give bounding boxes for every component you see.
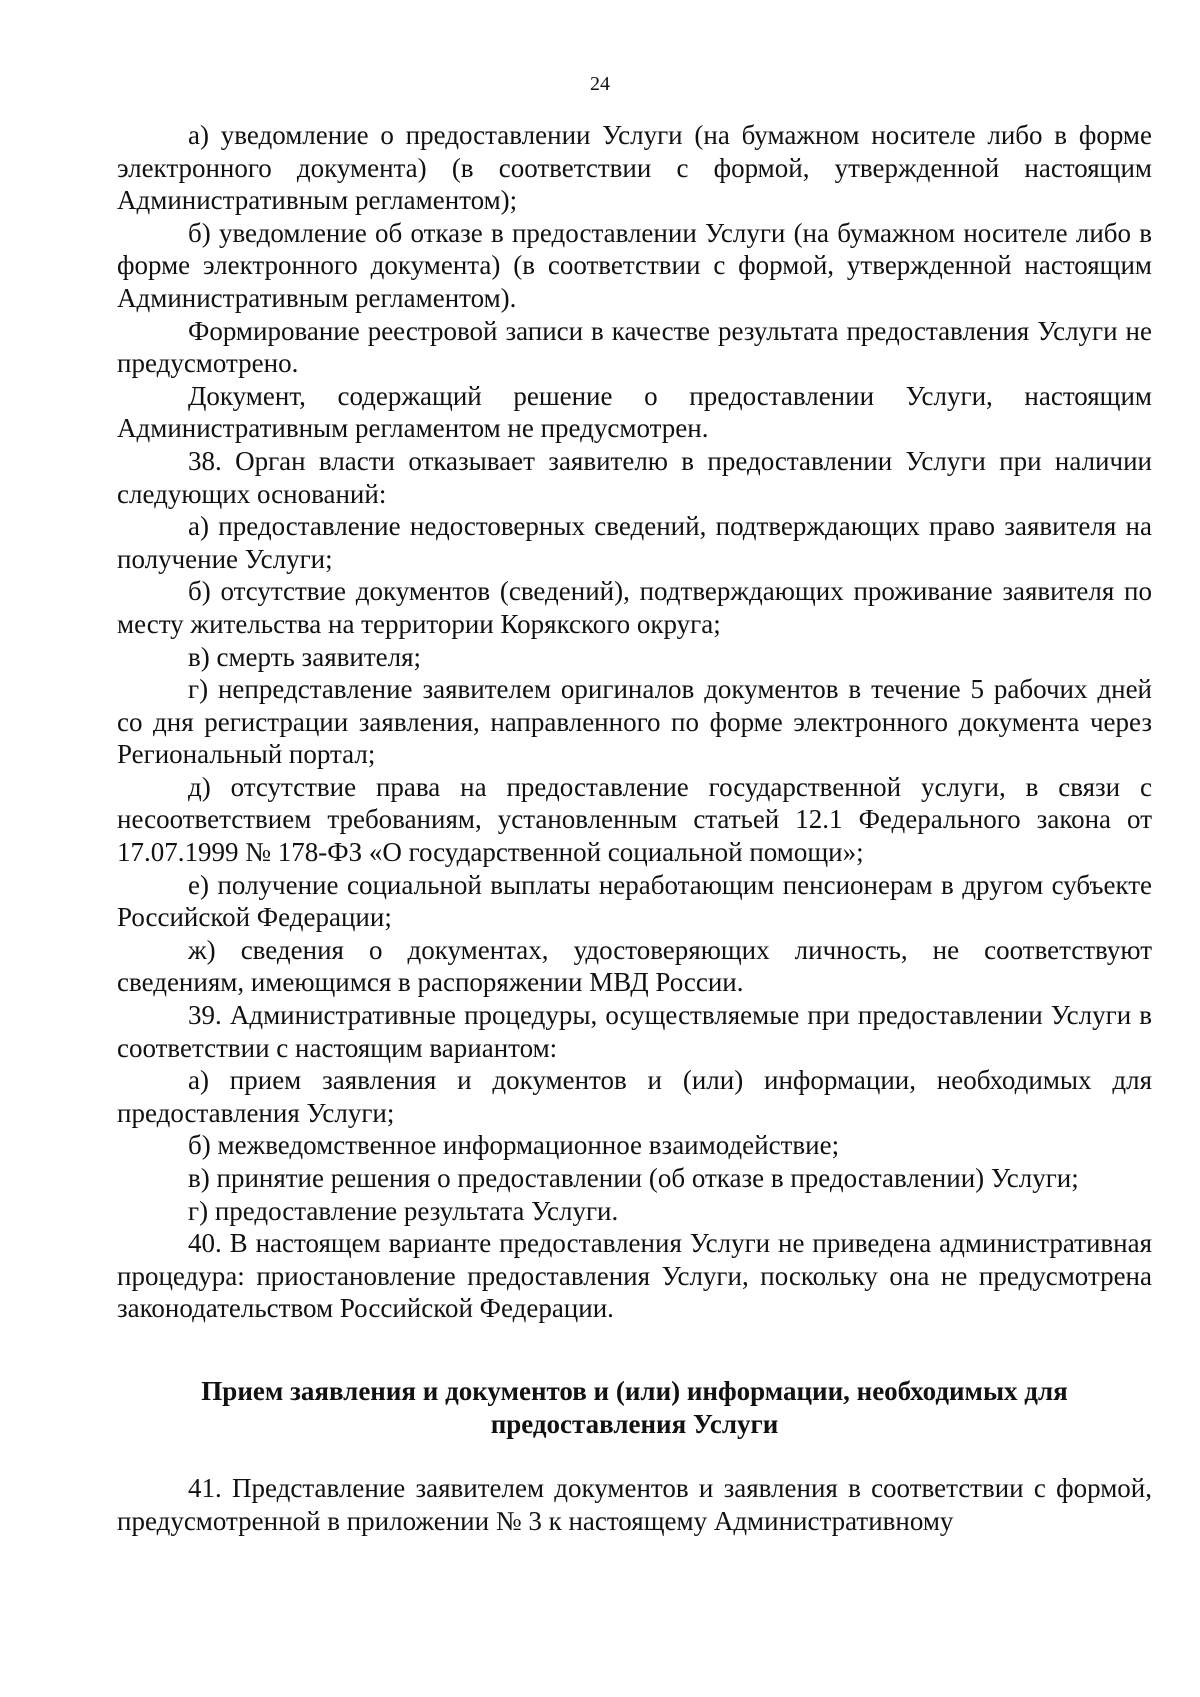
document-body bbox=[117, 119, 1152, 1537]
paragraph-refusal-ground-zh: ж) сведения о документах, удостоверяющих личность, не соответствуют сведениям, имеющимся в распоряжении МВД России. bbox=[117, 934, 1152, 998]
paragraph-result-notification: а) уведомление о предоставлении Услуги (на бумажном носителе либо в форме электронного документа) (в соответствии с формой, утвержденной настоящим Административным регламентом); bbox=[117, 120, 1152, 216]
paragraph-item-39: 39. Административные процедуры, осуществляемые при предоставлении Услуги в соответствии с настоящим вариантом: bbox=[117, 1000, 1152, 1063]
paragraph-refusal-ground-a: а) предоставление недостоверных сведений, подтверждающих право заявителя на получение Услуги; bbox=[117, 511, 1152, 574]
paragraph-procedure-g: г) предоставление результата Услуги. bbox=[188, 1195, 619, 1226]
paragraph-decision-document: Документ, содержащий решение о предоставлении Услуги, настоящим Административным регламентом не предусмотрен. bbox=[117, 380, 1152, 444]
paragraph-refusal-ground-g: г) непредставление заявителем оригиналов документов в течение 5 рабочих дней со дня регистрации заявления, направленного по форме электронного документа через Региональный портал; bbox=[117, 674, 1152, 770]
section-heading: Прием заявления и документов и (или) информации, необходимых для предоставления Услуги bbox=[201, 1375, 1068, 1439]
paragraph-item-38: 38. Орган власти отказывает заявителю в предоставлении Услуги при наличии следующих оснований: bbox=[117, 445, 1152, 509]
paragraph-procedure-b: б) межведомственное информационное взаимодействие; bbox=[188, 1130, 840, 1161]
paragraph-registry-record: Формирование реестровой записи в качестве результата предоставления Услуги не предусмотрено. bbox=[117, 315, 1152, 379]
paragraph-item-41: 41. Представление заявителем документов и заявления в соответствии с формой, предусмотренной в приложении № 3 к настоящему Административному bbox=[117, 1473, 1152, 1536]
paragraph-refusal-ground-d: д) отсутствие права на предоставление государственной услуги, в связи с несоответствием требованиям, установленным статьей 12.1 Федерального закона от 17.07.1999 № 178-ФЗ «О государственной социальной помощи»; bbox=[117, 771, 1152, 868]
paragraph-refusal-notification: б) уведомление об отказе в предоставлении Услуги (на бумажном носителе либо в форме электронного документа) (в соответствии с формой, утвержденной настоящим Административным регламентом). bbox=[117, 217, 1152, 313]
paragraph-procedure-v: в) принятие решения о предоставлении (об отказе в предоставлении) Услуги; bbox=[188, 1163, 1079, 1193]
page-number: 24 bbox=[590, 73, 610, 95]
paragraph-item-40: 40. В настоящем варианте предоставления Услуги не приведена административная процедура: приостановление предоставления Услуги, поскольку она не предусмотрена законодательством Российской Федерации. bbox=[117, 1228, 1152, 1324]
paragraph-refusal-ground-b: б) отсутствие документов (сведений), подтверждающих проживание заявителя по месту жительства на территории Корякского округа; bbox=[117, 576, 1152, 639]
paragraph-refusal-ground-e: е) получение социальной выплаты неработающим пенсионерам в другом субъекте Российской Федерации; bbox=[117, 869, 1152, 933]
paragraph-procedure-a: а) прием заявления и документов и (или) информации, необходимых для предоставления Услуги; bbox=[117, 1065, 1152, 1128]
paragraph-refusal-ground-v: в) смерть заявителя; bbox=[188, 641, 421, 672]
